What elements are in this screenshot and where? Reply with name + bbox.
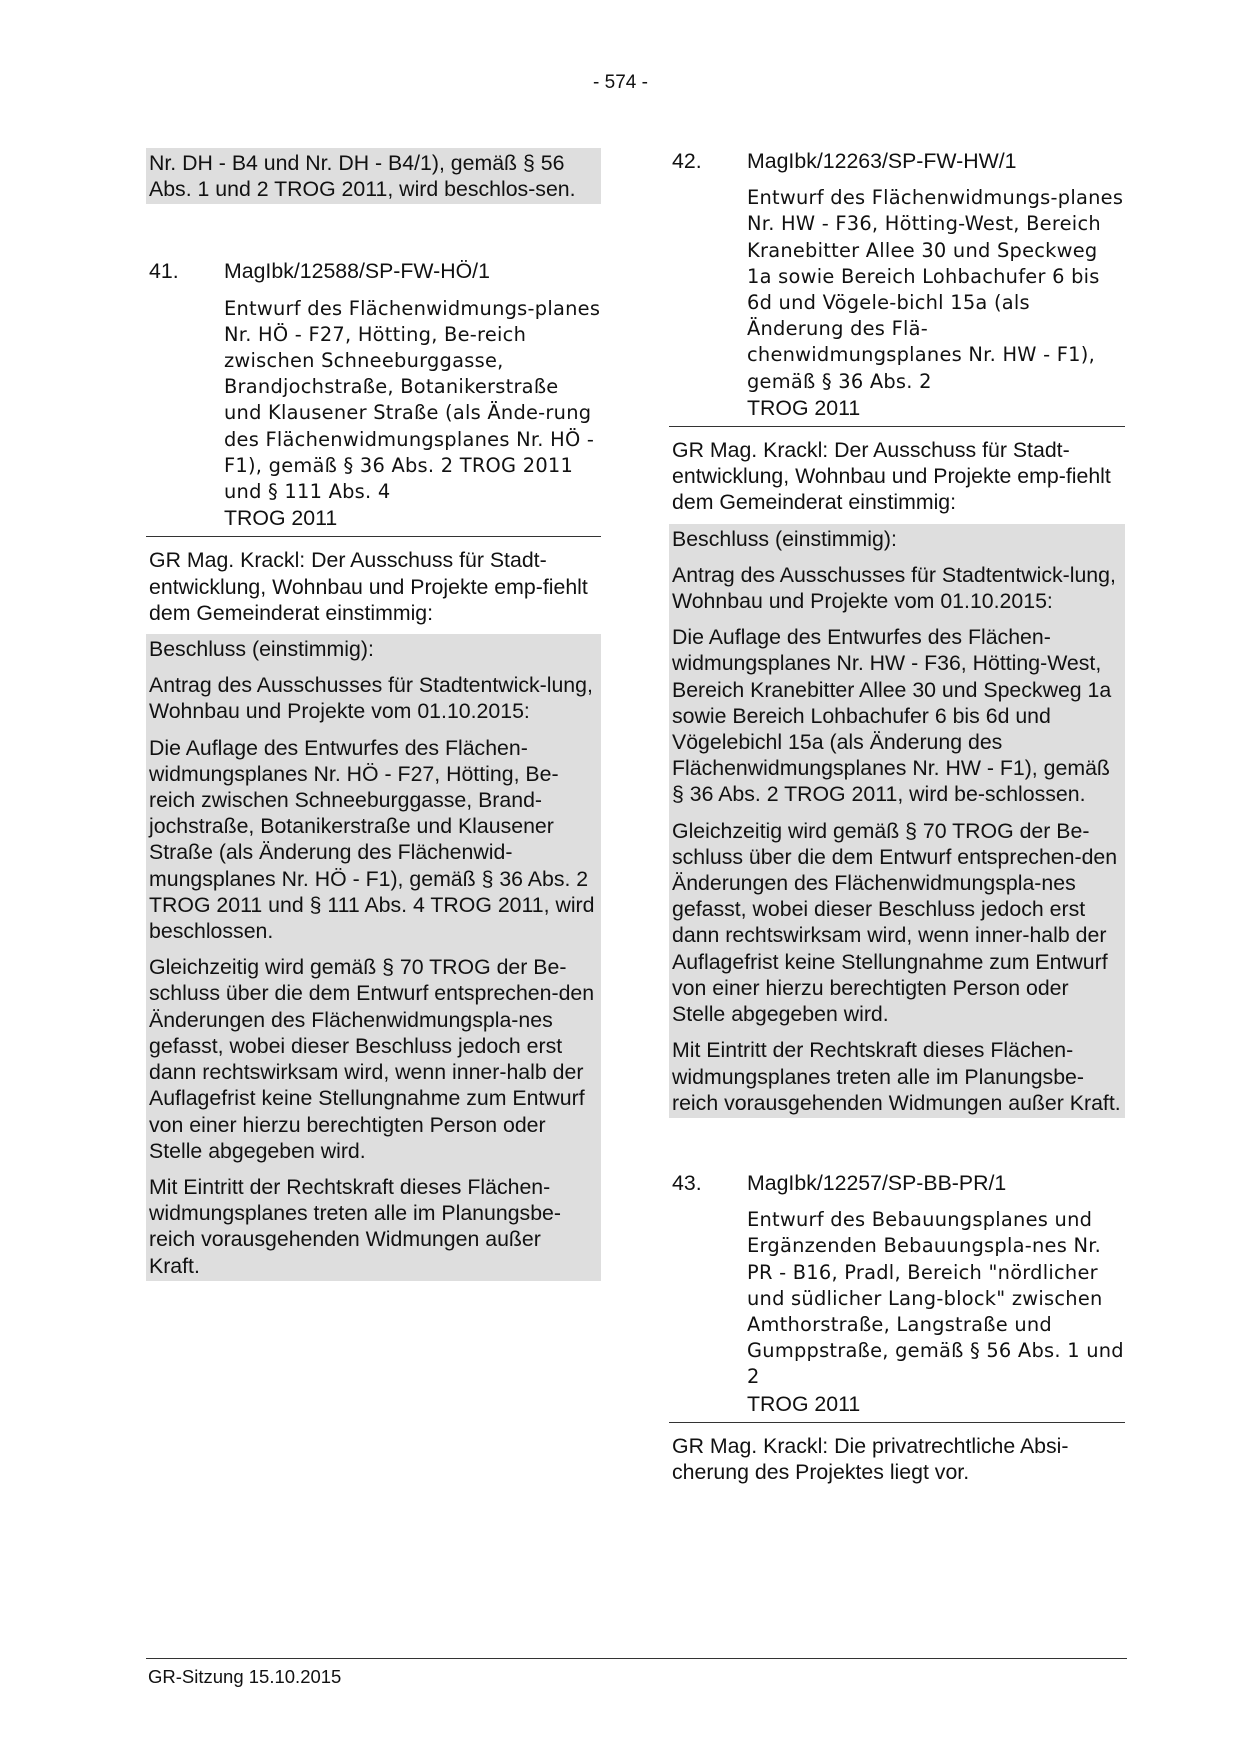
item-42-code: MagIbk/12263/SP-FW-HW/1 [747, 149, 1017, 173]
item-41-para-2: Gleichzeitig wird gemäß § 70 TROG der Be-schluss über die dem Entwurf entsprechen-den Änderungen des Flächenwidmungspla-nes gefasst, wobei dieser Beschluss jedoch erst dann rechtswirksam wird, wenn inner-halb der Auflagefrist keine Stellungnahme zum Entwurf von einer hierzu berechtigten Person oder Stelle abgegeben wird. [149, 955, 595, 1163]
item-41-para-1: Die Auflage des Entwurfes des Flächen-widmungsplanes Nr. HÖ - F27, Hötting, Be-reich zwischen Schneeburggasse, Brand-jochstraße, Botanikerstraße und Klausener Straße (als Änderung des Flächenwid-mungsplanes Nr. HÖ - F1), gemäß § 36 Abs. 2 TROG 2011 und § 111 Abs. 4 TROG 2011, wird beschlossen. [149, 735, 595, 944]
item-43-report [669, 1423, 1125, 1493]
item-41-code: MagIbk/12588/SP-FW-HÖ/1 [224, 259, 490, 284]
item-43-title-last: TROG 2011 [747, 1391, 861, 1416]
right-column [669, 148, 1125, 1493]
item-43-heading [669, 1170, 1125, 1196]
item-43-title [747, 1207, 1125, 1418]
page-number: - 574 - [593, 72, 648, 93]
item-41-title [224, 296, 601, 533]
item-43-code: MagIbk/12257/SP-BB-PR/1 [747, 1170, 1007, 1195]
item-41-report [146, 537, 601, 634]
item-42-number: 42. [672, 149, 702, 173]
item-42-para-2: Gleichzeitig wird gemäß § 70 TROG der Be-schluss über die dem Entwurf entsprechen-den Änderungen des Flächenwidmungspla-nes gefasst, wobei dieser Beschluss jedoch erst dann rechtswirksam wird, wenn inner-halb der Auflagefrist keine Stellungnahme zum Entwurf von einer hierzu berechtigten Person oder Stelle abgegeben wird. [672, 818, 1118, 1027]
item-41-decision-block [146, 634, 601, 1281]
item-43-title-text: Entwurf des Bebauungsplanes und Ergänzenden Bebauungspla-nes Nr. PR - B16, Pradl, Bereich "nördlicher und südlicher Lang-block" zwischen Amthorstraße, Langstraße und Gumppstraße, gemäß § 56 Abs. 1 und 2 [747, 1208, 1124, 1389]
item-41-report-text: GR Mag. Krackl: Der Ausschuss für Stadt-entwicklung, Wohnbau und Projekte emp-fiehlt dem Gemeinderat einstimmig: [149, 548, 588, 625]
item-42-heading [669, 148, 1125, 174]
page-footer: GR-Sitzung 15.10.2015 [146, 1658, 1127, 1688]
item-41-number: 41. [149, 259, 179, 284]
carry-over-text: Nr. DH - B4 und Nr. DH - B4/1), gemäß § 56 Abs. 1 und 2 TROG 2011, wird beschlos-sen. [149, 151, 576, 202]
item-42-para-3: Mit Eintritt der Rechtskraft dieses Flächen-widmungsplanes treten alle im Planungsbe-reich vorausgehenden Widmungen außer Kraft. [672, 1038, 1121, 1115]
item-41-decision-heading: Beschluss (einstimmig): [149, 637, 374, 662]
item-43-number: 43. [672, 1170, 702, 1195]
carry-over-block [146, 148, 601, 204]
item-41-title-text: Entwurf des Flächenwidmungs-planes Nr. HÖ - F27, Hötting, Be-reich zwischen Schneeburggasse, Brandjochstraße, Botanikerstraße und Klausener Straße (als Ände-rung des Flächenwidmungsplanes Nr. HÖ - F1), gemäß § 36 Abs. 2 TROG 2011 und § 111 Abs. 4 [224, 296, 601, 504]
item-41-heading [146, 258, 601, 284]
item-42-report-text: GR Mag. Krackl: Der Ausschuss für Stadt-entwicklung, Wohnbau und Projekte emp-fiehlt dem Gemeinderat einstimmig: [672, 438, 1111, 515]
left-column [146, 148, 601, 1281]
item-42-decision-heading: Beschluss (einstimmig): [672, 526, 897, 551]
item-43-report-text: GR Mag. Krackl: Die privatrechtliche Absi-cherung des Projektes liegt vor. [672, 1433, 1069, 1484]
item-41-title-last: TROG 2011 [224, 506, 338, 531]
item-41-motion: Antrag des Ausschusses für Stadtentwick-lung, Wohnbau und Projekte vom 01.10.2015: [149, 673, 593, 724]
item-41-para-3: Mit Eintritt der Rechtskraft dieses Flächen-widmungsplanes treten alle im Planungsbe-reich vorausgehenden Widmungen außer Kraft. [149, 1174, 561, 1278]
item-42-title-text: Entwurf des Flächenwidmungs-planes Nr. HW - F36, Hötting-West, Bereich Kranebitter Allee 30 und Speckweg 1a sowie Bereich Lohbachufer 6 bis 6d und Vögele-bichl 15a (als Änderung des Flä-chenwidmungsplanes Nr. HW - F1), gemäß § 36 Abs. 2 [747, 186, 1124, 393]
item-42-decision-block [669, 524, 1125, 1118]
item-42-motion: Antrag des Ausschusses für Stadtentwick-lung, Wohnbau und Projekte vom 01.10.2015: [672, 562, 1116, 614]
item-42-para-1: Die Auflage des Entwurfes des Flächen-widmungsplanes Nr. HW - F36, Hötting-West, Bereich Kranebitter Allee 30 und Speckweg 1a sowie Bereich Lohbachufer 6 bis 6d und Vögelebichl 15a (als Änderung des Flächenwidmungsplanes Nr. HW - F1), gemäß § 36 Abs. 2 TROG 2011, wird be-schlossen. [672, 625, 1112, 807]
item-42-title [747, 185, 1125, 422]
item-42-title-last: TROG 2011 [747, 395, 861, 420]
item-42-report [669, 427, 1125, 524]
